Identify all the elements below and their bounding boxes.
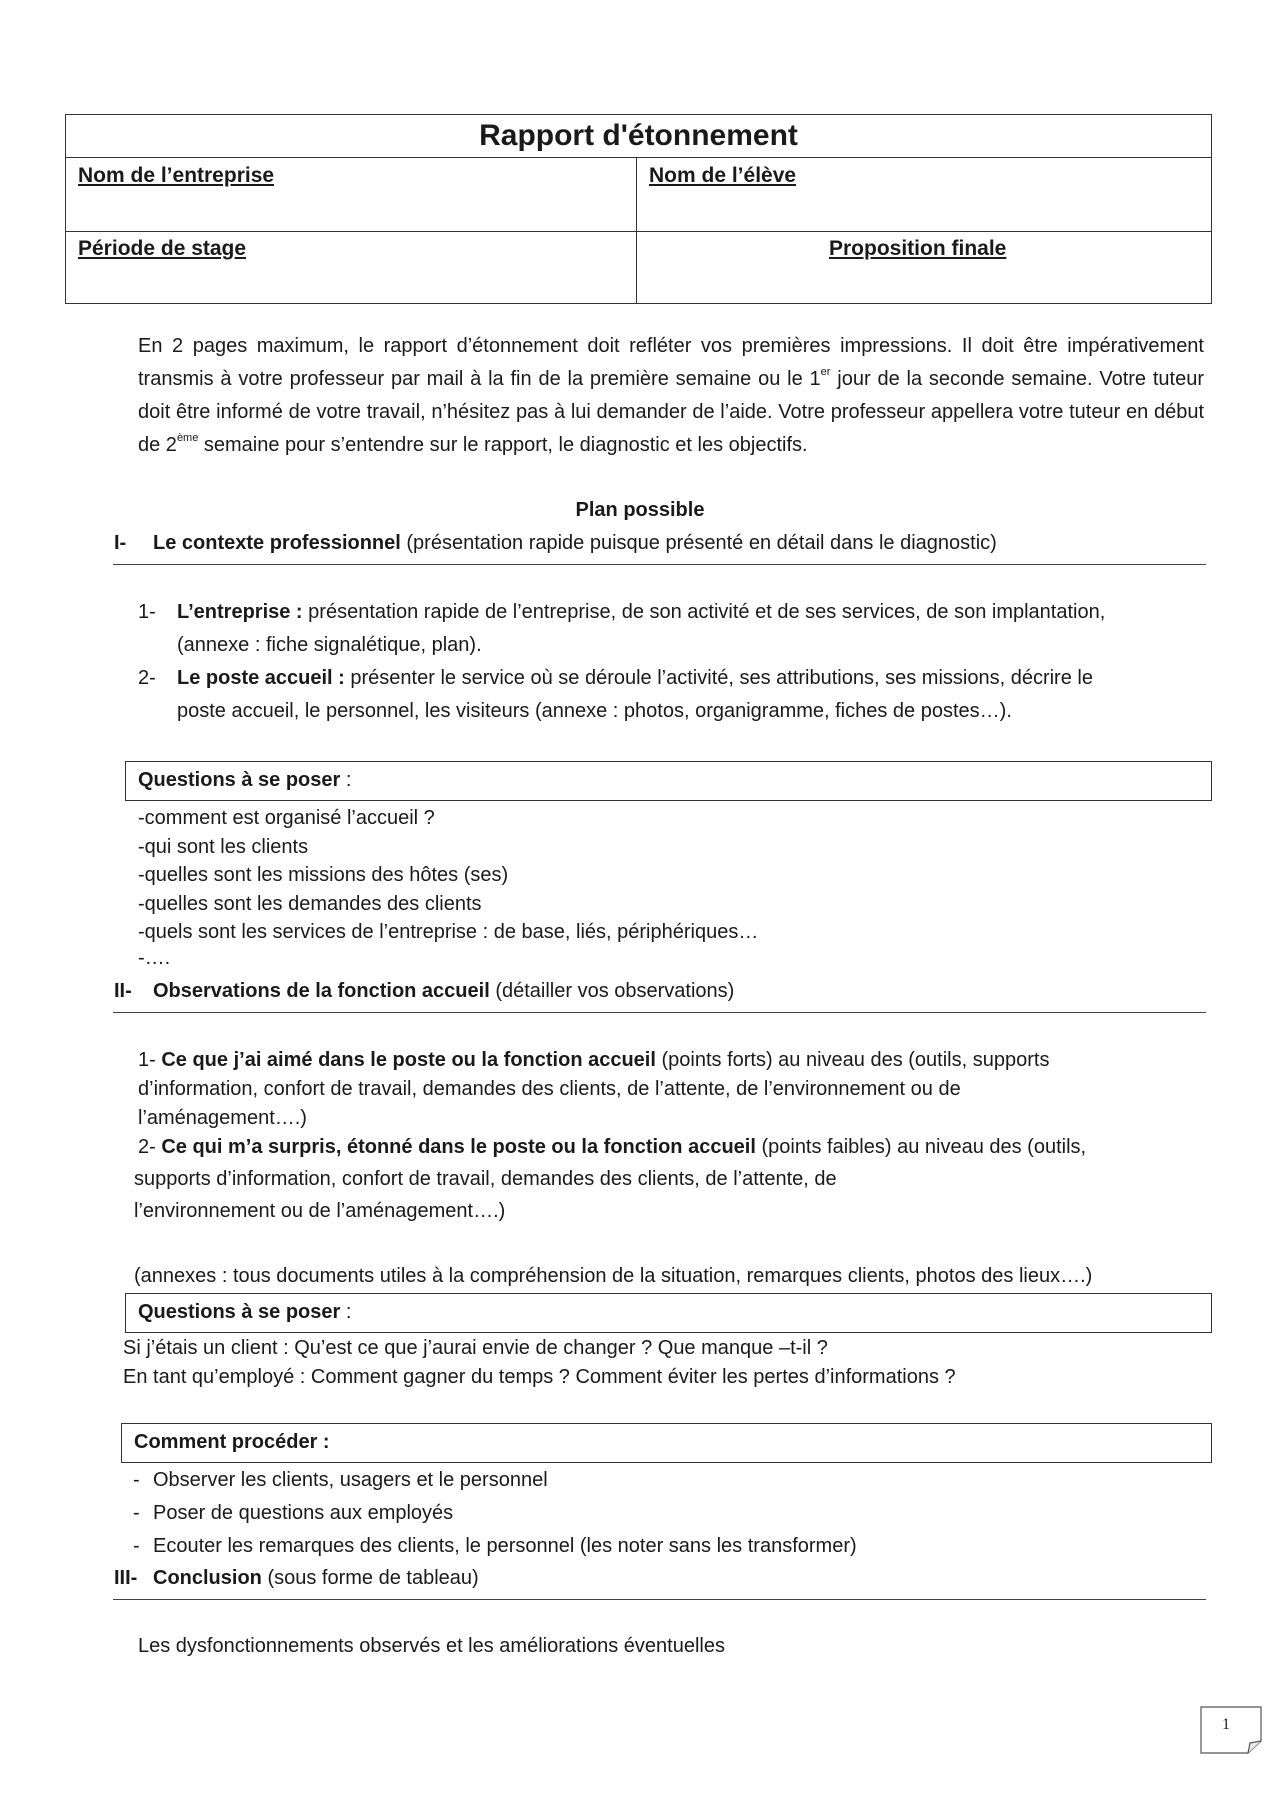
list-item: -quelles sont les missions des hôtes (ses) (138, 864, 509, 886)
conclusion-text: Les dysfonctionnements observés et les améliorations éventuelles (138, 1635, 725, 1657)
section-3-heading: III- Conclusion (sous forme de tableau) (114, 1567, 479, 1589)
table-divider (66, 157, 1211, 158)
list-item: Si j’étais un client : Qu’est ce que j’aurai envie de changer ? Que manque –t-il ? (123, 1337, 828, 1359)
list-item: 2- Ce qui m’a surpris, étonné dans le poste ou la fonction accueil (points faibles) au niveau des (outils, (138, 1136, 1087, 1158)
page-number-box (1200, 1706, 1262, 1754)
list-item-continuation: poste accueil, le personnel, les visiteurs (annexe : photos, organigramme, fiches de postes…). (177, 700, 1012, 722)
annexes-note: (annexes : tous documents utiles à la compréhension de la situation, remarques clients, photos des lieux….) (134, 1265, 1093, 1287)
list-item: -qui sont les clients (138, 835, 309, 858)
list-item: - Poser de questions aux employés (133, 1502, 454, 1524)
internship-period-label: Période de stage (78, 237, 247, 260)
questions-box (125, 761, 1212, 801)
list-item: - Observer les clients, usagers et le personnel (133, 1469, 548, 1491)
plan-title: Plan possible (575, 499, 705, 521)
questions-label: Questions à se poser : (138, 1301, 352, 1323)
company-name-label: Nom de l’entreprise (78, 164, 275, 187)
procedure-label: Comment procéder : (134, 1431, 330, 1453)
final-proposal-label: Proposition finale (829, 237, 1007, 260)
section-3-rule (113, 1599, 1206, 1600)
intro-paragraph: En 2 pages maximum, le rapport d’étonnement doit refléter vos premières impressions. Il doit être impérativement transmis à votre professeur par mail à la fin de la première semaine ou le 1er jour de la seconde semaine. Votre tuteur doit être informé de votre travail, n’hésitez pas à lui demander de l’aide. Votre professeur appellera votre tuteur en début de 2ème semaine pour s’entendre sur le rapport, le diagnostic et les objectifs. (138, 335, 1204, 456)
list-item-continuation: l’environnement ou de l’aménagement….) (134, 1200, 506, 1222)
questions-list (138, 804, 758, 969)
page-number: 1 (1222, 1716, 1230, 1733)
list-item: 1- L’entreprise : présentation rapide de l’entreprise, de son activité et de ses services, de son implantation, (138, 601, 1106, 623)
questions-box (125, 1293, 1212, 1333)
list-item: 2- Le poste accueil : présenter le service où se déroule l’activité, ses attributions, ses missions, décrire le (138, 667, 1093, 689)
list-item: En tant qu’employé : Comment gagner du temps ? Comment éviter les pertes d’informations ? (123, 1366, 956, 1388)
list-item: -…. (138, 946, 171, 969)
list-item: - Ecouter les remarques des clients, le personnel (les noter sans les transformer) (133, 1535, 857, 1557)
questions-label: Questions à se poser : (138, 769, 352, 791)
section-1-rule (113, 564, 1206, 565)
page-corner-icon (1200, 1706, 1262, 1754)
list-item-continuation: d’information, confort de travail, demandes des clients, de l’attente, de l’environnement ou de (138, 1078, 961, 1100)
header-table (65, 114, 1212, 304)
section-2-heading: II- Observations de la fonction accueil (détailler vos observations) (114, 980, 735, 1002)
table-column-divider (636, 158, 637, 303)
student-name-label: Nom de l’élève (649, 164, 797, 187)
list-item: -quelles sont les demandes des clients (138, 892, 482, 915)
procedure-box (121, 1423, 1212, 1463)
list-item-continuation: supports d’information, confort de travail, demandes des clients, de l’attente, de (134, 1168, 837, 1190)
section-2-rule (113, 1012, 1206, 1013)
section-1-heading: I- Le contexte professionnel (présentation rapide puisque présenté en détail dans le diagnostic) (114, 532, 997, 554)
table-divider (66, 231, 1211, 232)
list-item-continuation: l’aménagement….) (138, 1107, 307, 1129)
document-title: Rapport d'étonnement (479, 119, 798, 152)
list-item: -comment est organisé l’accueil ? (138, 807, 435, 829)
list-item-continuation: (annexe : fiche signalétique, plan). (177, 634, 482, 656)
list-item: -quels sont les services de l’entreprise : de base, liés, périphériques… (138, 921, 759, 943)
list-item: 1- Ce que j’ai aimé dans le poste ou la fonction accueil (points forts) au niveau des (outils, supports (138, 1049, 1050, 1071)
